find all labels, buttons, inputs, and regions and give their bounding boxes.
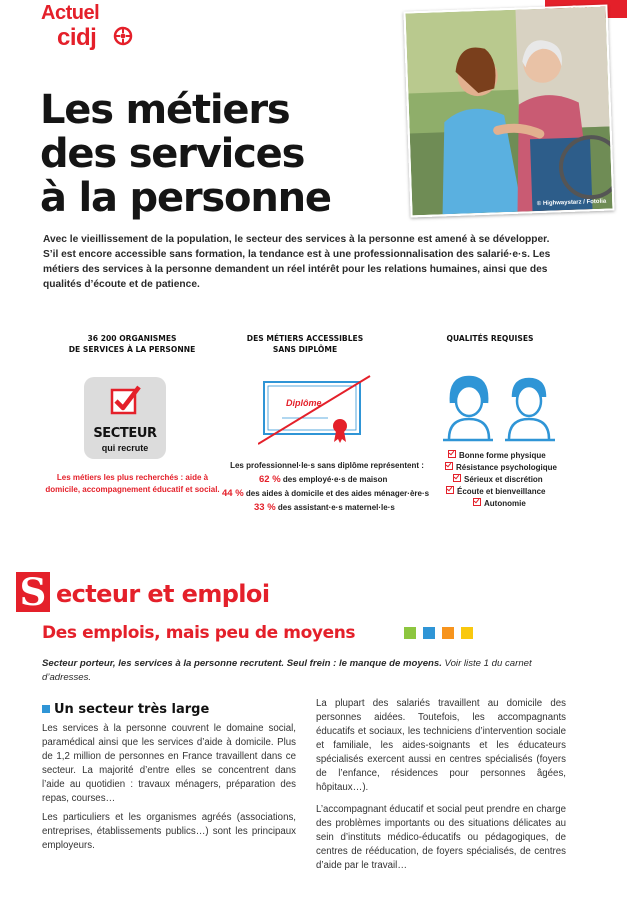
stat-row bbox=[222, 488, 429, 499]
stat-label: des aides à domicile et des aides ménager·ère·s bbox=[243, 489, 430, 498]
checkbox-icon bbox=[453, 474, 461, 482]
stat-row bbox=[259, 474, 387, 485]
quality-item bbox=[445, 462, 585, 474]
section-subheading: Des emplois, mais peu de moyens bbox=[42, 623, 356, 643]
logo-text-actuel: Actuel bbox=[41, 2, 100, 24]
section-initial: S bbox=[16, 572, 50, 612]
quality-item bbox=[445, 498, 585, 510]
photo-credit: © Highwaystarz / Fotolia bbox=[536, 198, 607, 208]
no-diploma-heading-line-1: DES MÉTIERS ACCESSIBLES bbox=[246, 334, 364, 343]
quality-label: Bonne forme physique bbox=[459, 451, 546, 460]
page-title bbox=[40, 88, 380, 220]
checkbox-icon bbox=[445, 462, 453, 470]
organisms-heading bbox=[52, 333, 212, 355]
badge-subtitle: qui recrute bbox=[101, 443, 149, 453]
organisms-heading-line-2: DE SERVICES À LA PERSONNE bbox=[68, 345, 196, 354]
qualities-list bbox=[445, 450, 585, 510]
organisms-heading-line-1: 36 200 ORGANISMES bbox=[87, 334, 177, 343]
section-title: ecteur et emploi bbox=[56, 580, 270, 608]
sector-hiring-badge bbox=[84, 377, 166, 459]
checkbox-icon bbox=[448, 450, 456, 458]
subsection-heading bbox=[42, 702, 209, 717]
stat-label: des assistant·e·s maternel·le·s bbox=[275, 503, 395, 512]
subsection-title: Un secteur très large bbox=[54, 702, 210, 717]
stat-label: des employé·e·s de maison bbox=[280, 475, 388, 484]
square-orange bbox=[442, 627, 454, 639]
quality-item bbox=[445, 486, 585, 498]
body-paragraph: Les services à la personne couvrent le domaine social, paramédical ainsi que les services d’aide à domicile. Plus de 1,2 million de personnes en France travaillent dans ce secteur. La majorité d’entre elles se concentrent dans l’aide au quotidien : travaux ménagers, préparation des repas, courses… bbox=[42, 723, 296, 804]
checkbox-icon bbox=[109, 384, 141, 416]
blue-square-bullet bbox=[42, 705, 50, 713]
body-paragraph: Les particuliers et les organismes agréés (associations, entreprises, établissements publics…) sont les principaux employeurs. bbox=[42, 812, 296, 851]
quality-label: Résistance psychologique bbox=[456, 463, 557, 472]
most-wanted-jobs-note: Les métiers les plus recherchés : aide à domicile, accompagnement éducatif et social. bbox=[45, 473, 220, 494]
crossed-diploma-icon bbox=[258, 374, 374, 446]
no-diploma-lead: Les professionnel·le·s sans diplôme représentent : bbox=[230, 461, 424, 470]
qualities-heading: QUALITÉS REQUISES bbox=[446, 334, 534, 343]
intro-paragraph: Avec le vieillissement de la population, le secteur des services à la personne est amené à se développer. S’il est encore accessible sans formation, la tendance est à une professionnalisation des salarié·e·s. Les métiers des services à la personne demandent un réel intérêt pour les relations humaines, ainsi que des qualités d’écoute et de patience. bbox=[43, 234, 551, 290]
title-line-3: à la personne bbox=[40, 175, 331, 221]
body-paragraph: L’accompagnant éducatif et social peut prendre en charge des problèmes importants ou des situations délicates au sein d’instituts médico-éducatifs ou pédagogiques, de centres de rééducation, de foyers spécialisés, de centres d’aide par le travail… bbox=[316, 804, 566, 871]
square-blue bbox=[423, 627, 435, 639]
color-squares bbox=[404, 626, 494, 642]
people-svg bbox=[443, 373, 555, 443]
section-lede bbox=[42, 657, 582, 685]
lede-address-ref[interactable]: Voir liste 1 du carnet d’adresses. bbox=[42, 658, 532, 683]
diploma-svg bbox=[258, 374, 374, 446]
stat-percent: 44 % bbox=[222, 488, 244, 499]
title-line-2: des services bbox=[40, 131, 305, 177]
logo-wheel-icon bbox=[99, 22, 133, 56]
quality-label: Écoute et bienveillance bbox=[457, 487, 546, 496]
quality-label: Sérieux et discrétion bbox=[464, 475, 543, 484]
checkbox-icon bbox=[446, 486, 454, 494]
people-icon bbox=[443, 373, 555, 443]
quality-item bbox=[445, 474, 585, 486]
quality-label: Autonomie bbox=[484, 499, 526, 508]
no-diploma-heading bbox=[240, 333, 370, 355]
lede-bold: Secteur porteur, les services à la personne recrutent. Seul frein : le manque de moyens. bbox=[42, 658, 442, 669]
square-yellow bbox=[461, 627, 473, 639]
checkbox-icon bbox=[473, 498, 481, 506]
diploma-label: Diplôme bbox=[286, 398, 322, 408]
badge-title: SECTEUR bbox=[93, 426, 157, 441]
logo-text-cidj: cidj bbox=[57, 24, 97, 51]
caregiver-photo bbox=[403, 5, 614, 218]
title-line-1: Les métiers bbox=[40, 87, 290, 133]
body-paragraph: La plupart des salariés travaillent au domicile des personnes aidées. Toutefois, les accompagnants éducatifs et sociaux, les techniciens d’intervention sociale et familiale, les aides-soignants et les éducateurs spécialisés exercent aussi en centres spécialisés (foyers de l’enfance, résidences pour personnes âgées, hôpitaux…). bbox=[316, 698, 566, 793]
cidj-logo[interactable] bbox=[41, 2, 141, 64]
stat-percent: 62 % bbox=[259, 474, 281, 485]
no-diploma-heading-line-2: SANS DIPLÔME bbox=[272, 345, 338, 354]
stat-row bbox=[254, 502, 395, 513]
square-green bbox=[404, 627, 416, 639]
stat-percent: 33 % bbox=[254, 502, 276, 513]
photo-illustration bbox=[406, 7, 613, 216]
quality-item bbox=[445, 450, 585, 462]
